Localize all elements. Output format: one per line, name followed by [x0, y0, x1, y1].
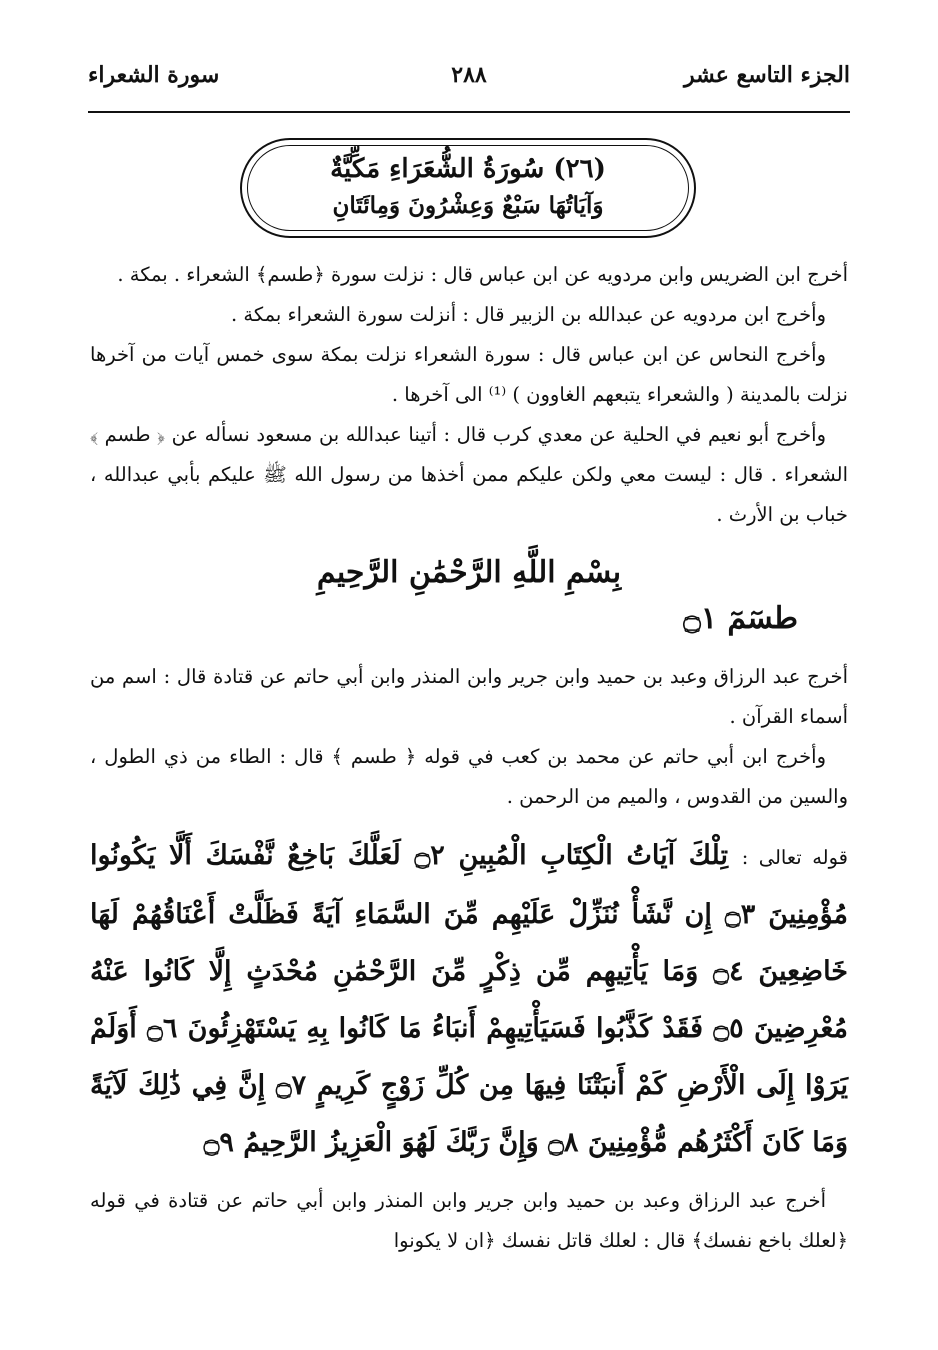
surah-name-label: سورة الشعراء — [88, 62, 220, 88]
spacer — [90, 1171, 848, 1181]
running-header — [88, 62, 850, 96]
verses-intro: قوله تعالى : — [741, 846, 848, 869]
paragraph: أخرج عبد الرزاق وعبد بن حميد وابن جرير وابن المنذر وابن أبي حاتم عن قتادة قال : اسم من أسماء القرآن . — [90, 665, 848, 728]
basmala: بِسْمِ اللَّهِ الرَّحْمَٰنِ الرَّحِيمِ — [316, 555, 622, 590]
paragraph: وأخرج ابن أبي حاتم عن محمد بن كعب في قوله ﴿ طسم ﴾ قال : الطاء من ذي الطول ، والسين من القدوس ، والميم من الرحمن . — [90, 745, 848, 808]
paragraph: وأخرج النحاس عن ابن عباس قال : سورة الشعراء نزلت بمكة سوى خمس آيات من آخرها نزلت بالمدينة ( والشعراء يتبعهم الغاوون ) ⁽¹⁾ الى آخرها . — [90, 343, 848, 406]
part-label: الجزء التاسع عشر — [683, 62, 850, 88]
paragraph: وأخرج أبو نعيم في الحلية عن معدي كرب قال : أتينا عبدالله بن مسعود نسأله عن ﴿ طسم ﴾ الشعراء . قال : ليست معي ولكن عليكم ممن أخذها من رسول الله ﷺ عليكم بأبي عبدالله ، خباب بن الأرث . — [90, 423, 848, 526]
surah-title-cartouche — [240, 138, 696, 238]
paragraph: أخرج عبد الرزاق وعبد بن حميد وابن جرير وابن المنذر وابن أبي حاتم عن قتادة في قوله ﴿لعلك باخع نفسك﴾ قال : لعلك قاتل نفسك ﴿ان لا يكونوا — [90, 1189, 848, 1252]
paragraph: أخرج ابن الضريس وابن مردويه عن ابن عباس قال : نزلت سورة ﴿طسم﴾ الشعراء . بمكة . — [117, 263, 848, 286]
paragraph: وأخرج ابن مردويه عن عبدالله بن الزبير قال : أنزلت سورة الشعراء بمكة . — [230, 303, 826, 326]
page-number: ٢٨٨ — [451, 62, 487, 88]
header-rule — [88, 111, 850, 113]
page-body — [90, 255, 848, 1261]
verses-text: تِلْكَ آيَاتُ الْكِتَابِ الْمُبِينِ ۝٢ لَعَلَّكَ بَاخِعٌ نَّفْسَكَ أَلَّا يَكُونُوا مُؤْمِنِينَ ۝٣ إِن نَّشَأْ نُنَزِّلْ عَلَيْهِم مِّنَ السَّمَاءِ آيَةً فَظَلَّتْ أَعْنَاقُهُمْ لَهَا خَاضِعِينَ ۝٤ وَمَا يَأْتِيهِم مِّن ذِكْرٍ مِّنَ الرَّحْمَٰنِ مُحْدَثٍ إِلَّا كَانُوا عَنْهُ مُعْرِضِينَ ۝٥ فَقَدْ كَذَّبُوا فَسَيَأْتِيهِمْ أَنبَاءُ مَا كَانُوا بِهِ يَسْتَهْزِئُونَ ۝٦ أَوَلَمْ يَرَوْا إِلَى الْأَرْضِ كَمْ أَنبَتْنَا فِيهَا مِن كُلِّ زَوْجٍ كَرِيمٍ ۝٧ إِنَّ فِي ذَٰلِكَ لَآيَةً وَمَا كَانَ أَكْثَرُهُم مُّؤْمِنِينَ ۝٨ وَإِنَّ رَبَّكَ لَهُوَ الْعَزِيزُ الرَّحِيمُ ۝٩ — [90, 840, 848, 1158]
verse-tasm: طسٓمٓ ۝١ — [683, 601, 798, 636]
surah-title: (٢٦) سُورَةُ الشُّعَرَاءِ مَكِّيَّةٌ — [330, 154, 606, 184]
surah-verse-count: وَآيَاتُهَا سَبْعٌ وَعِشْرُونَ وَمِائَتَانِ — [332, 192, 604, 219]
quran-verses-block — [90, 827, 848, 1171]
